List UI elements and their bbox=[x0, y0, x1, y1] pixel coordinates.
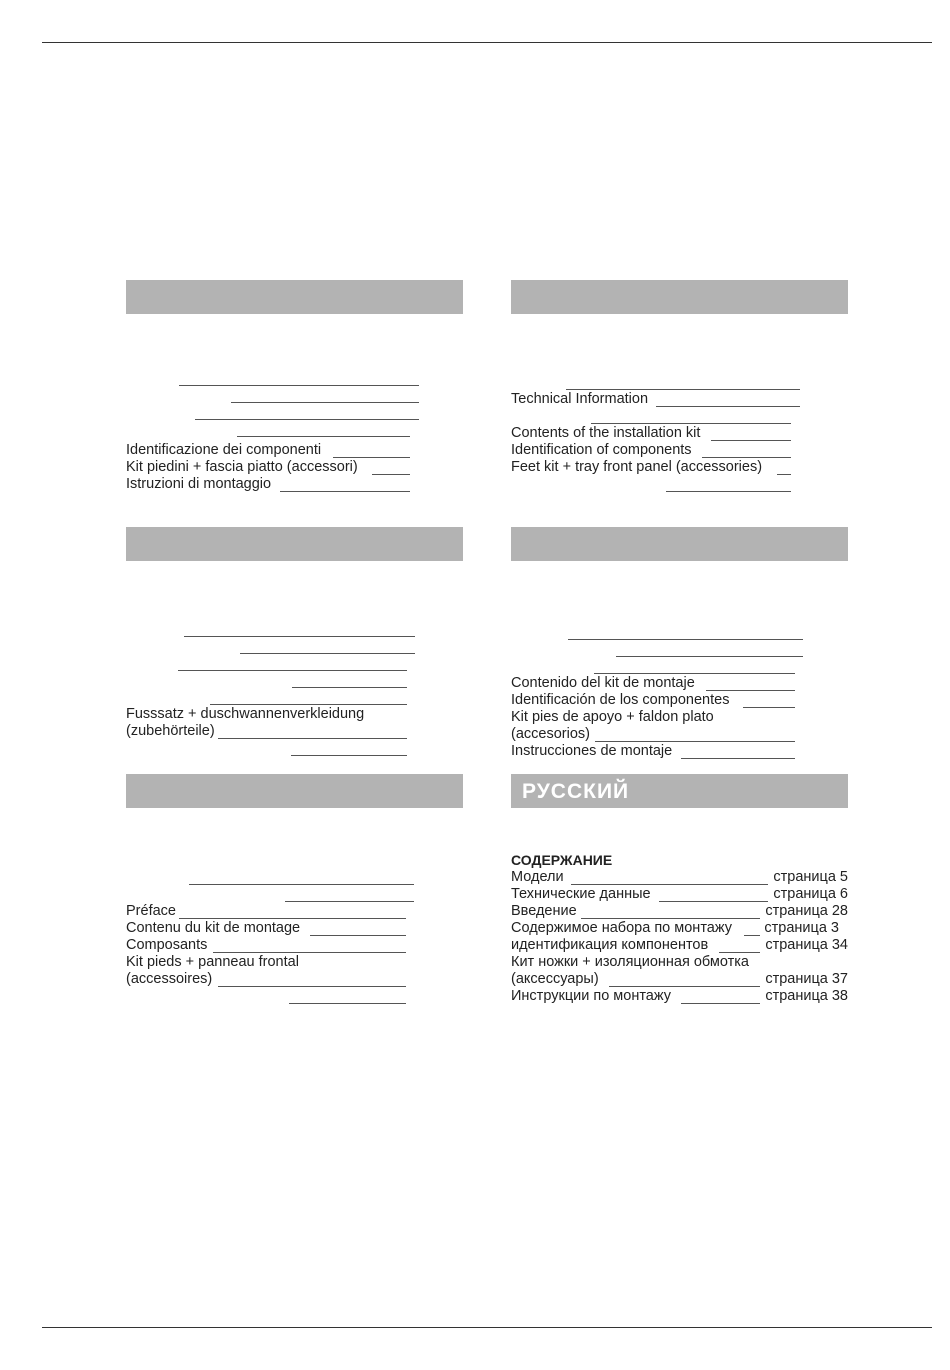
toc-entry[interactable]: Préface bbox=[126, 903, 176, 919]
toc-entry: (аксессуары) bbox=[511, 971, 599, 987]
toc-entry: идентификация компонентов bbox=[511, 937, 709, 953]
leader-line bbox=[616, 656, 803, 657]
leader-line bbox=[218, 986, 406, 987]
contents-title: СОДЕРЖАНИЕ bbox=[511, 852, 613, 868]
leader-line bbox=[681, 1003, 760, 1004]
toc-entry[interactable]: Instrucciones de montaje bbox=[511, 743, 673, 759]
section-italiano bbox=[126, 280, 463, 492]
section-espanol bbox=[511, 527, 848, 759]
toc-entry[interactable]: (zubehörteile) bbox=[126, 723, 215, 739]
leader-line bbox=[777, 474, 791, 475]
toc-entry[interactable]: Kit pies de apoyo + faldon plato bbox=[511, 709, 714, 725]
section-header-deutsch bbox=[126, 527, 463, 561]
toc-entry[interactable]: Istruzioni di montaggio bbox=[126, 476, 272, 492]
toc-entry: Инструкции по монтажу bbox=[511, 988, 671, 1004]
toc-entry[interactable]: Kit pieds + panneau frontal bbox=[126, 954, 299, 970]
section-russian bbox=[511, 774, 848, 1004]
section-header-english bbox=[511, 280, 848, 314]
leader-line bbox=[706, 690, 795, 691]
toc-row[interactable] bbox=[511, 988, 848, 1005]
leader-line bbox=[195, 419, 419, 420]
leader-line bbox=[372, 474, 410, 475]
leader-line bbox=[595, 741, 795, 742]
toc-entry: Введение bbox=[511, 903, 577, 919]
leader-line bbox=[666, 491, 791, 492]
toc-entry[interactable]: Identificación de los componentes bbox=[511, 692, 730, 708]
leader-line bbox=[744, 935, 760, 936]
leader-line bbox=[711, 440, 791, 441]
leader-line bbox=[591, 423, 791, 424]
toc-page-number: страница 37 bbox=[765, 971, 848, 987]
toc-entry: Кит ножки + изоляционная обмотка bbox=[511, 954, 749, 970]
section-english bbox=[511, 280, 848, 475]
toc-page-number: страница 5 bbox=[773, 869, 848, 885]
section-header-russian: РУССКИЙ bbox=[511, 774, 848, 808]
leader-line bbox=[189, 884, 414, 885]
leader-line bbox=[184, 636, 415, 637]
leader-line bbox=[292, 687, 407, 688]
leader-line bbox=[571, 884, 768, 885]
leader-line bbox=[291, 755, 407, 756]
toc-page-number: страница 6 bbox=[773, 886, 848, 902]
toc-entry[interactable]: Identificazione dei componenti bbox=[126, 442, 322, 458]
toc-entry[interactable]: Technical Information bbox=[511, 391, 649, 407]
leader-line bbox=[231, 402, 419, 403]
leader-line bbox=[743, 707, 795, 708]
toc-entry[interactable]: Feet kit + tray front panel (accessories) bbox=[511, 459, 763, 475]
toc-page-number: страница 38 bbox=[765, 988, 848, 1004]
section-header-espanol bbox=[511, 527, 848, 561]
toc-row[interactable] bbox=[511, 937, 848, 954]
toc-entry[interactable]: (accesorios) bbox=[511, 726, 590, 742]
toc-entry[interactable]: Contenu du kit de montage bbox=[126, 920, 301, 936]
leader-line bbox=[179, 918, 406, 919]
leader-line bbox=[210, 704, 407, 705]
leader-line bbox=[280, 491, 410, 492]
leader-line bbox=[179, 385, 419, 386]
leader-line bbox=[681, 758, 795, 759]
leader-line bbox=[240, 653, 415, 654]
toc-entry[interactable]: Composants bbox=[126, 937, 208, 953]
top-rule bbox=[42, 42, 932, 43]
toc-entry[interactable]: (accessoires) bbox=[126, 971, 213, 987]
leader-line bbox=[289, 1003, 406, 1004]
section-header-italiano bbox=[126, 280, 463, 314]
toc-row[interactable] bbox=[511, 920, 848, 937]
leader-line bbox=[310, 935, 406, 936]
toc-entry: Модели bbox=[511, 869, 564, 885]
toc-page-number: страница 3 bbox=[764, 920, 839, 936]
toc-row[interactable] bbox=[511, 869, 848, 886]
toc-page-number: страница 28 bbox=[765, 903, 848, 919]
toc-entry: Технические данные bbox=[511, 886, 651, 902]
leader-line bbox=[333, 457, 410, 458]
toc-page-number: страница 34 bbox=[765, 937, 848, 953]
leader-line bbox=[609, 986, 760, 987]
toc-entry[interactable]: Contenido del kit de montaje bbox=[511, 675, 695, 691]
leader-line bbox=[285, 901, 414, 902]
toc-entry[interactable]: Kit piedini + fascia piatto (accessori) bbox=[126, 459, 358, 475]
leader-line bbox=[581, 918, 760, 919]
toc-row[interactable] bbox=[511, 886, 848, 903]
leader-line bbox=[178, 670, 407, 671]
toc-row[interactable] bbox=[511, 971, 848, 988]
leader-line bbox=[566, 389, 800, 390]
leader-line bbox=[568, 639, 803, 640]
leader-line bbox=[656, 406, 800, 407]
leader-line bbox=[237, 436, 410, 437]
section-header-francais bbox=[126, 774, 463, 808]
leader-line bbox=[218, 738, 407, 739]
toc-entry[interactable]: Fusssatz + duschwannenverkleidung bbox=[126, 706, 365, 722]
leader-line bbox=[702, 457, 791, 458]
leader-line bbox=[594, 673, 795, 674]
section-deutsch bbox=[126, 527, 463, 739]
toc-row[interactable] bbox=[511, 903, 848, 920]
leader-line bbox=[659, 901, 768, 902]
leader-line bbox=[719, 952, 760, 953]
toc-row[interactable] bbox=[511, 954, 848, 971]
section-francais bbox=[126, 774, 463, 987]
leader-line bbox=[213, 952, 406, 953]
bottom-rule bbox=[42, 1327, 932, 1328]
toc-entry[interactable]: Identification of components bbox=[511, 442, 692, 458]
toc-entry[interactable]: Contents of the installation kit bbox=[511, 425, 701, 441]
toc-entry: Содержимое набора по монтажу bbox=[511, 920, 732, 936]
